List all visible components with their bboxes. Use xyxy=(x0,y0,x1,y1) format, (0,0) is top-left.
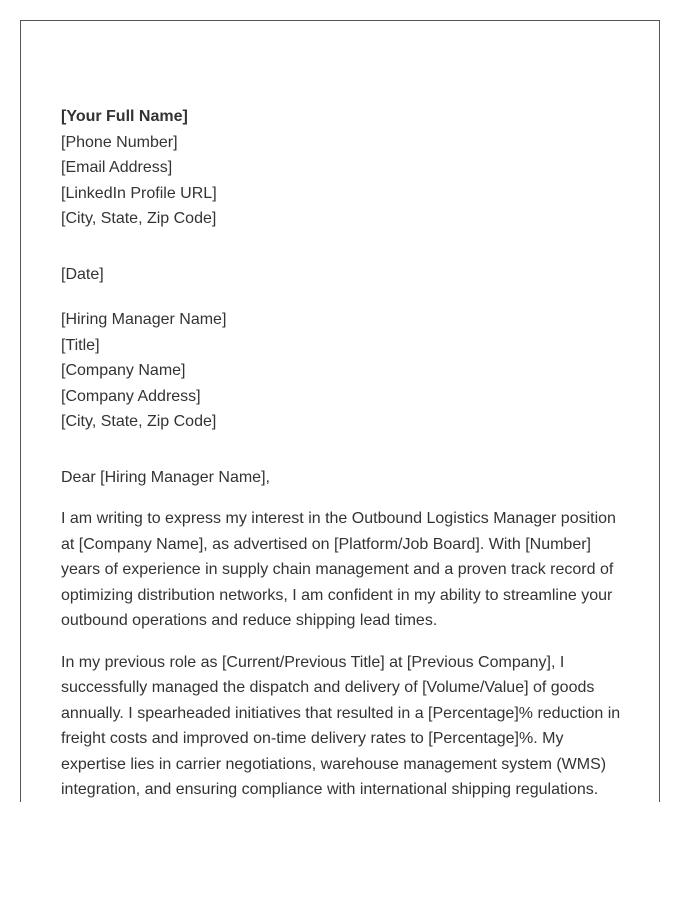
letter-content xyxy=(61,104,627,802)
body-paragraph-1: I am writing to express my interest in the Outbound Logistics Manager position at [Company Name], as advertised on [Platform/Job Board]. With [Number] years of experience in supply chain management and a proven track record of optimizing distribution networks, I am confident in my ability to streamline your outbound operations and reduce shipping lead times. xyxy=(61,510,616,629)
sender-city-state-zip: [City, State, Zip Code] xyxy=(61,210,217,227)
body-paragraph-2: In my previous role as [Current/Previous Title] at [Previous Company], I successfully managed the dispatch and delivery of [Volume/Value] of goods annually. I spearheaded initiatives that resulted in a [Percentage]% reduction in freight costs and improved on-time delivery rates to [Percentage]%. My expertise lies in carrier negotiations, warehouse management system (WMS) integration, and ensuring compliance with international shipping regulations. xyxy=(61,653,621,798)
recipient-hiring-manager: [Hiring Manager Name] xyxy=(61,311,227,328)
sender-full-name: [Your Full Name] xyxy=(61,108,188,125)
salutation: Dear [Hiring Manager Name], xyxy=(61,468,270,486)
recipient-company-name: [Company Name] xyxy=(61,362,186,379)
recipient-block xyxy=(61,307,627,435)
sender-phone: [Phone Number] xyxy=(61,133,178,151)
sender-linkedin: [LinkedIn Profile URL] xyxy=(61,184,217,202)
letter-page xyxy=(20,20,660,802)
recipient-title: [Title] xyxy=(61,336,100,354)
sender-email: [Email Address] xyxy=(61,159,173,176)
sender-block xyxy=(61,104,627,232)
letter-date: [Date] xyxy=(61,265,104,283)
recipient-city-state-zip: [City, State, Zip Code] xyxy=(61,413,217,430)
recipient-company-address: [Company Address] xyxy=(61,387,201,405)
letter-body xyxy=(61,506,627,802)
